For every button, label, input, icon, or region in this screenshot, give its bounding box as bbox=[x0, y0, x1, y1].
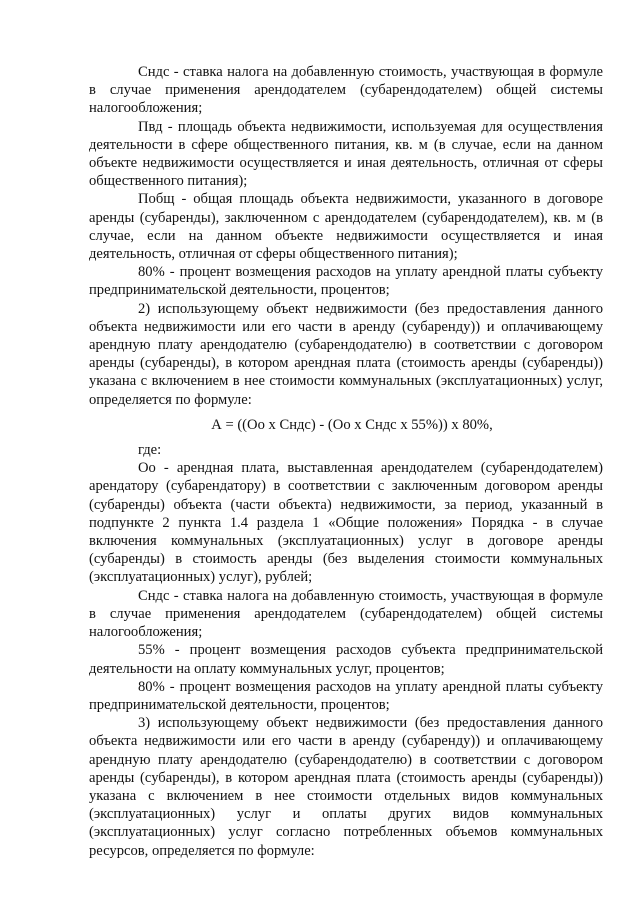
paragraph-oo-definition: Оо - арендная плата, выставленная арендодателем (субарендодателем) арендатору (субарендатору) в соответствии с заключенным договором аренды (субаренды) объекта (части объекта) недвижимости, за период, указанный в подпункте 2 пункта 1.4 раздела 1 «Общие положения» Порядка - в случае включения коммунальных (эксплуатационных) услуг в договоре аренды (субаренды) в стоимость аренды (без выделения стоимости коммунальных (эксплуатационных) услуг), рублей; bbox=[89, 460, 603, 586]
paragraph-pvd-definition: Пвд - площадь объекта недвижимости, используемая для осуществления деятельности в сфере общественного питания, кв. м (в случае, если на данном объекте недвижимости осуществляется и иная деятельность, отличная от сферы общественного питания); bbox=[89, 118, 603, 190]
paragraph-case-3: 3) использующему объект недвижимости (без предоставления данного объекта недвижимости или его части в аренду (субаренду)) и оплачивающему арендную плату арендодателю (субарендодателю) в соответствии с договором аренды (субаренды), в котором арендная плата (стоимость аренды (субаренды)) указана с включением в нее стоимости отдельных видов коммунальных (эксплуатационных) услуг и оплаты других видов коммунальных (эксплуатационных) услуг согласно потребленных объемов коммунальных ресурсов, определяется по формуле: bbox=[89, 715, 603, 859]
formula-a: А = ((Оо х Cндс) - (Оо х Cндс х 55%)) х 80%, bbox=[211, 416, 493, 433]
paragraph-80-percent-rent-2: 80% - процент возмещения расходов на уплату арендной платы субъекту предпринимательской деятельности, процентов; bbox=[89, 678, 603, 713]
paragraph-cnds-definition-2: Cндс - ставка налога на добавленную стоимость, участвующая в формуле в случае применения арендодателем (субарендодателем) общей системы налогообложения; bbox=[89, 587, 603, 641]
paragraph-case-2: 2) использующему объект недвижимости (без предоставления данного объекта недвижимости или его части в аренду (субаренду)) и оплачивающему арендную плату арендодателю (субарендодателю) в соответствии с договором аренды (субаренды), в котором арендная плата (стоимость аренды (субаренды)) указана с включением в нее стоимости коммунальных (эксплуатационных) услуг, определяется по формуле: bbox=[89, 300, 603, 408]
paragraph-where: где: bbox=[138, 442, 162, 459]
paragraph-pobsch-definition: Побщ - общая площадь объекта недвижимости, указанного в договоре аренды (субаренды), заключенном с арендодателем (субарендодателем), кв. м (в случае, если на данном объекте недвижимости осуществляется и иная деятельность, отличная от сферы общественного питания); bbox=[89, 191, 603, 263]
paragraph-80-percent-rent: 80% - процент возмещения расходов на уплату арендной платы субъекту предпринимательской деятельности, процентов; bbox=[89, 264, 603, 299]
paragraph-cnds-definition: Cндс - ставка налога на добавленную стоимость, участвующая в формуле в случае применения арендодателем (субарендодателем) общей системы налогообложения; bbox=[89, 64, 603, 117]
paragraph-55-percent-utilities: 55% - процент возмещения расходов субъекта предпринимательской деятельности на оплату коммунальных услуг, процентов; bbox=[89, 642, 603, 677]
document-page bbox=[89, 63, 603, 860]
